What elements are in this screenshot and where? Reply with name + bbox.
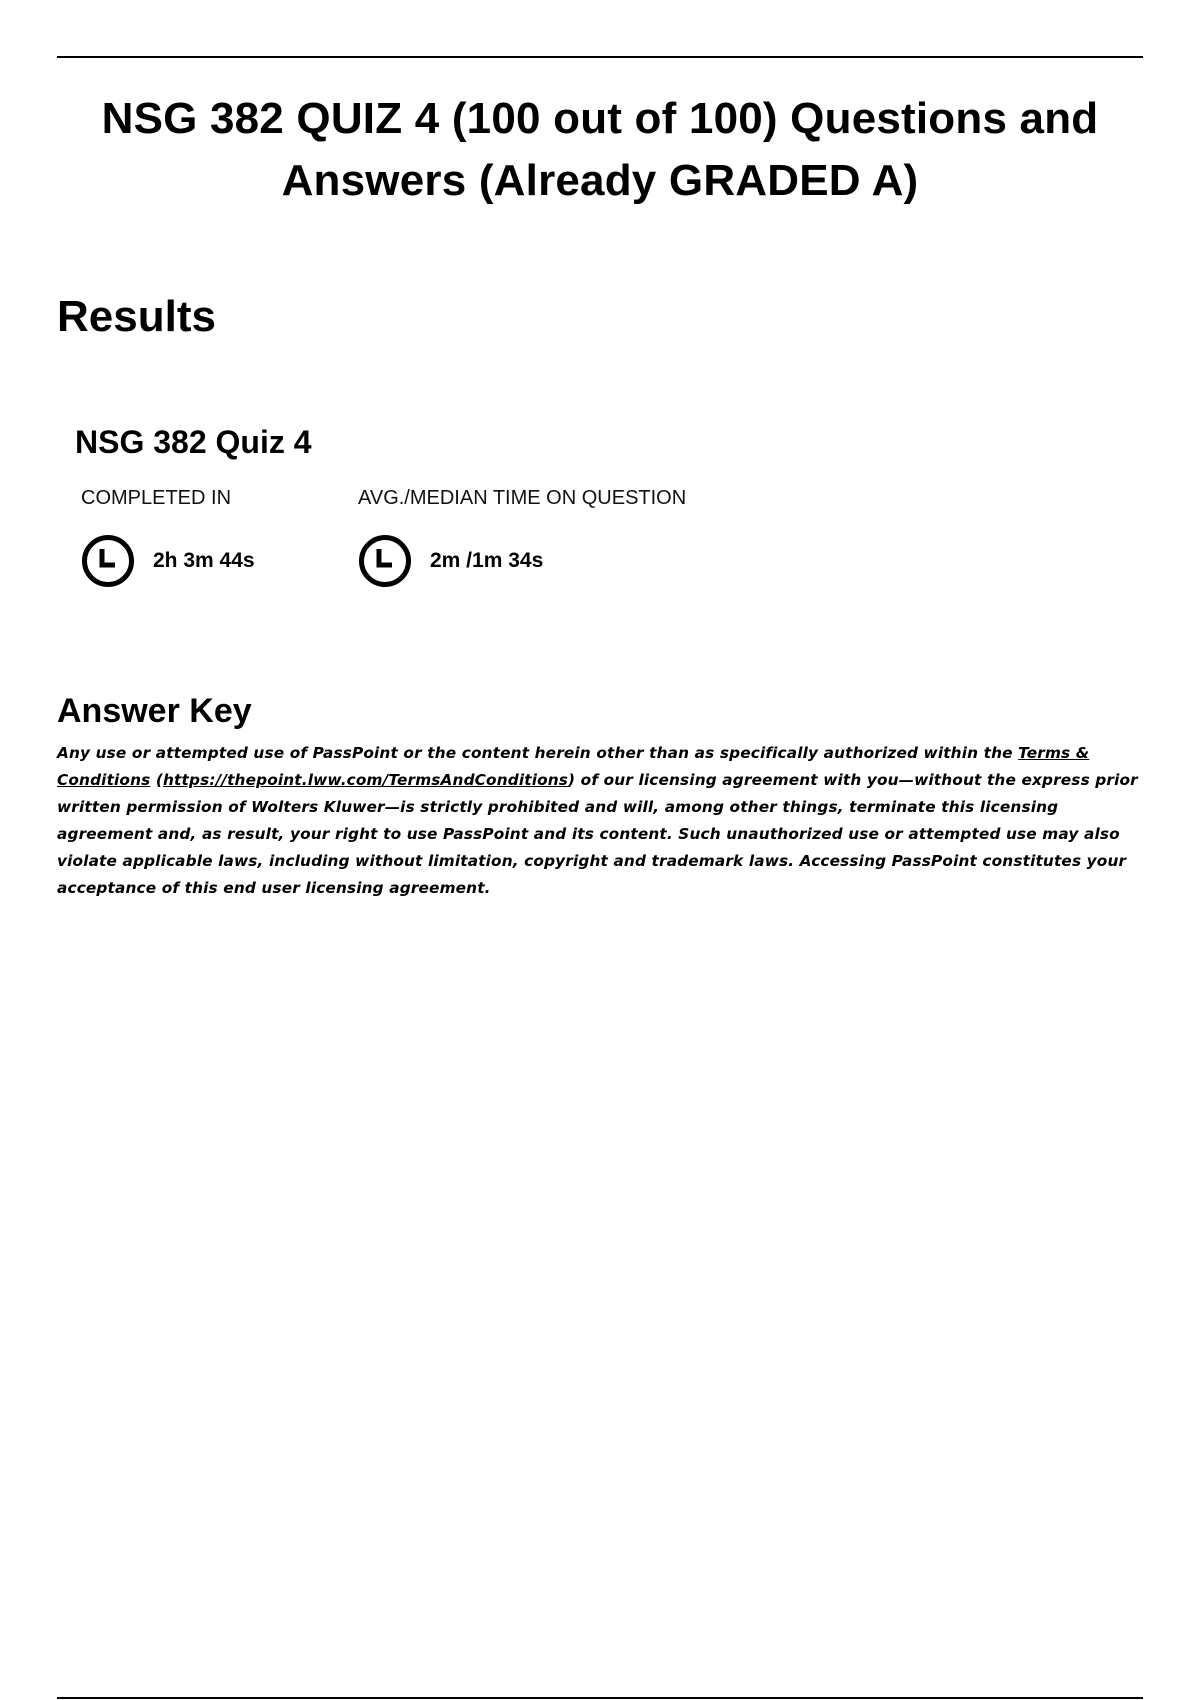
avg-median-time-label: AVG./MEDIAN TIME ON QUESTION <box>358 487 687 509</box>
avg-median-time-stat <box>358 484 686 588</box>
avg-median-time-row <box>358 534 686 588</box>
results-heading: Results <box>57 292 216 341</box>
notice-text-1: Any use or attempted use of PassPoint or the content herein other than as specifically authorized within the <box>57 744 1019 762</box>
answer-key-heading: Answer Key <box>57 692 252 730</box>
quiz-name: NSG 382 Quiz 4 <box>75 424 312 460</box>
terms-conditions-link[interactable]: Terms & Conditions <box>57 744 1090 789</box>
notice-text-2: ( <box>150 771 164 789</box>
clock-icon <box>358 534 412 588</box>
completed-in-row <box>81 534 255 588</box>
clock-icon <box>81 534 135 588</box>
completed-in-value: 2h 3m 44s <box>153 549 255 572</box>
document-title: NSG 382 QUIZ 4 (100 out of 100) Questions and Answers (Already GRADED A) <box>101 94 1099 205</box>
avg-median-time-value: 2m /1m 34s <box>430 549 544 572</box>
completed-in-stat <box>81 484 255 588</box>
terms-url-link[interactable]: https://thepoint.lww.com/TermsAndConditions <box>163 771 569 789</box>
license-notice <box>57 740 1147 902</box>
top-divider <box>57 56 1143 58</box>
completed-in-label: COMPLETED IN <box>81 487 232 509</box>
bottom-divider <box>57 1697 1143 1699</box>
notice-text-3: ) of our licensing agreement with you—without the express prior written permission of Wolters Kluwer—is strictly prohibited and will, among other things, terminate this licensing agreement and, as result, your right to use PassPoint and its content. Such unauthorized use or attempted use may also violate applicable laws, including without limitation, copyright and trademark laws. Accessing PassPoint constitutes your acceptance of this end user licensing agreement. <box>57 771 1138 897</box>
